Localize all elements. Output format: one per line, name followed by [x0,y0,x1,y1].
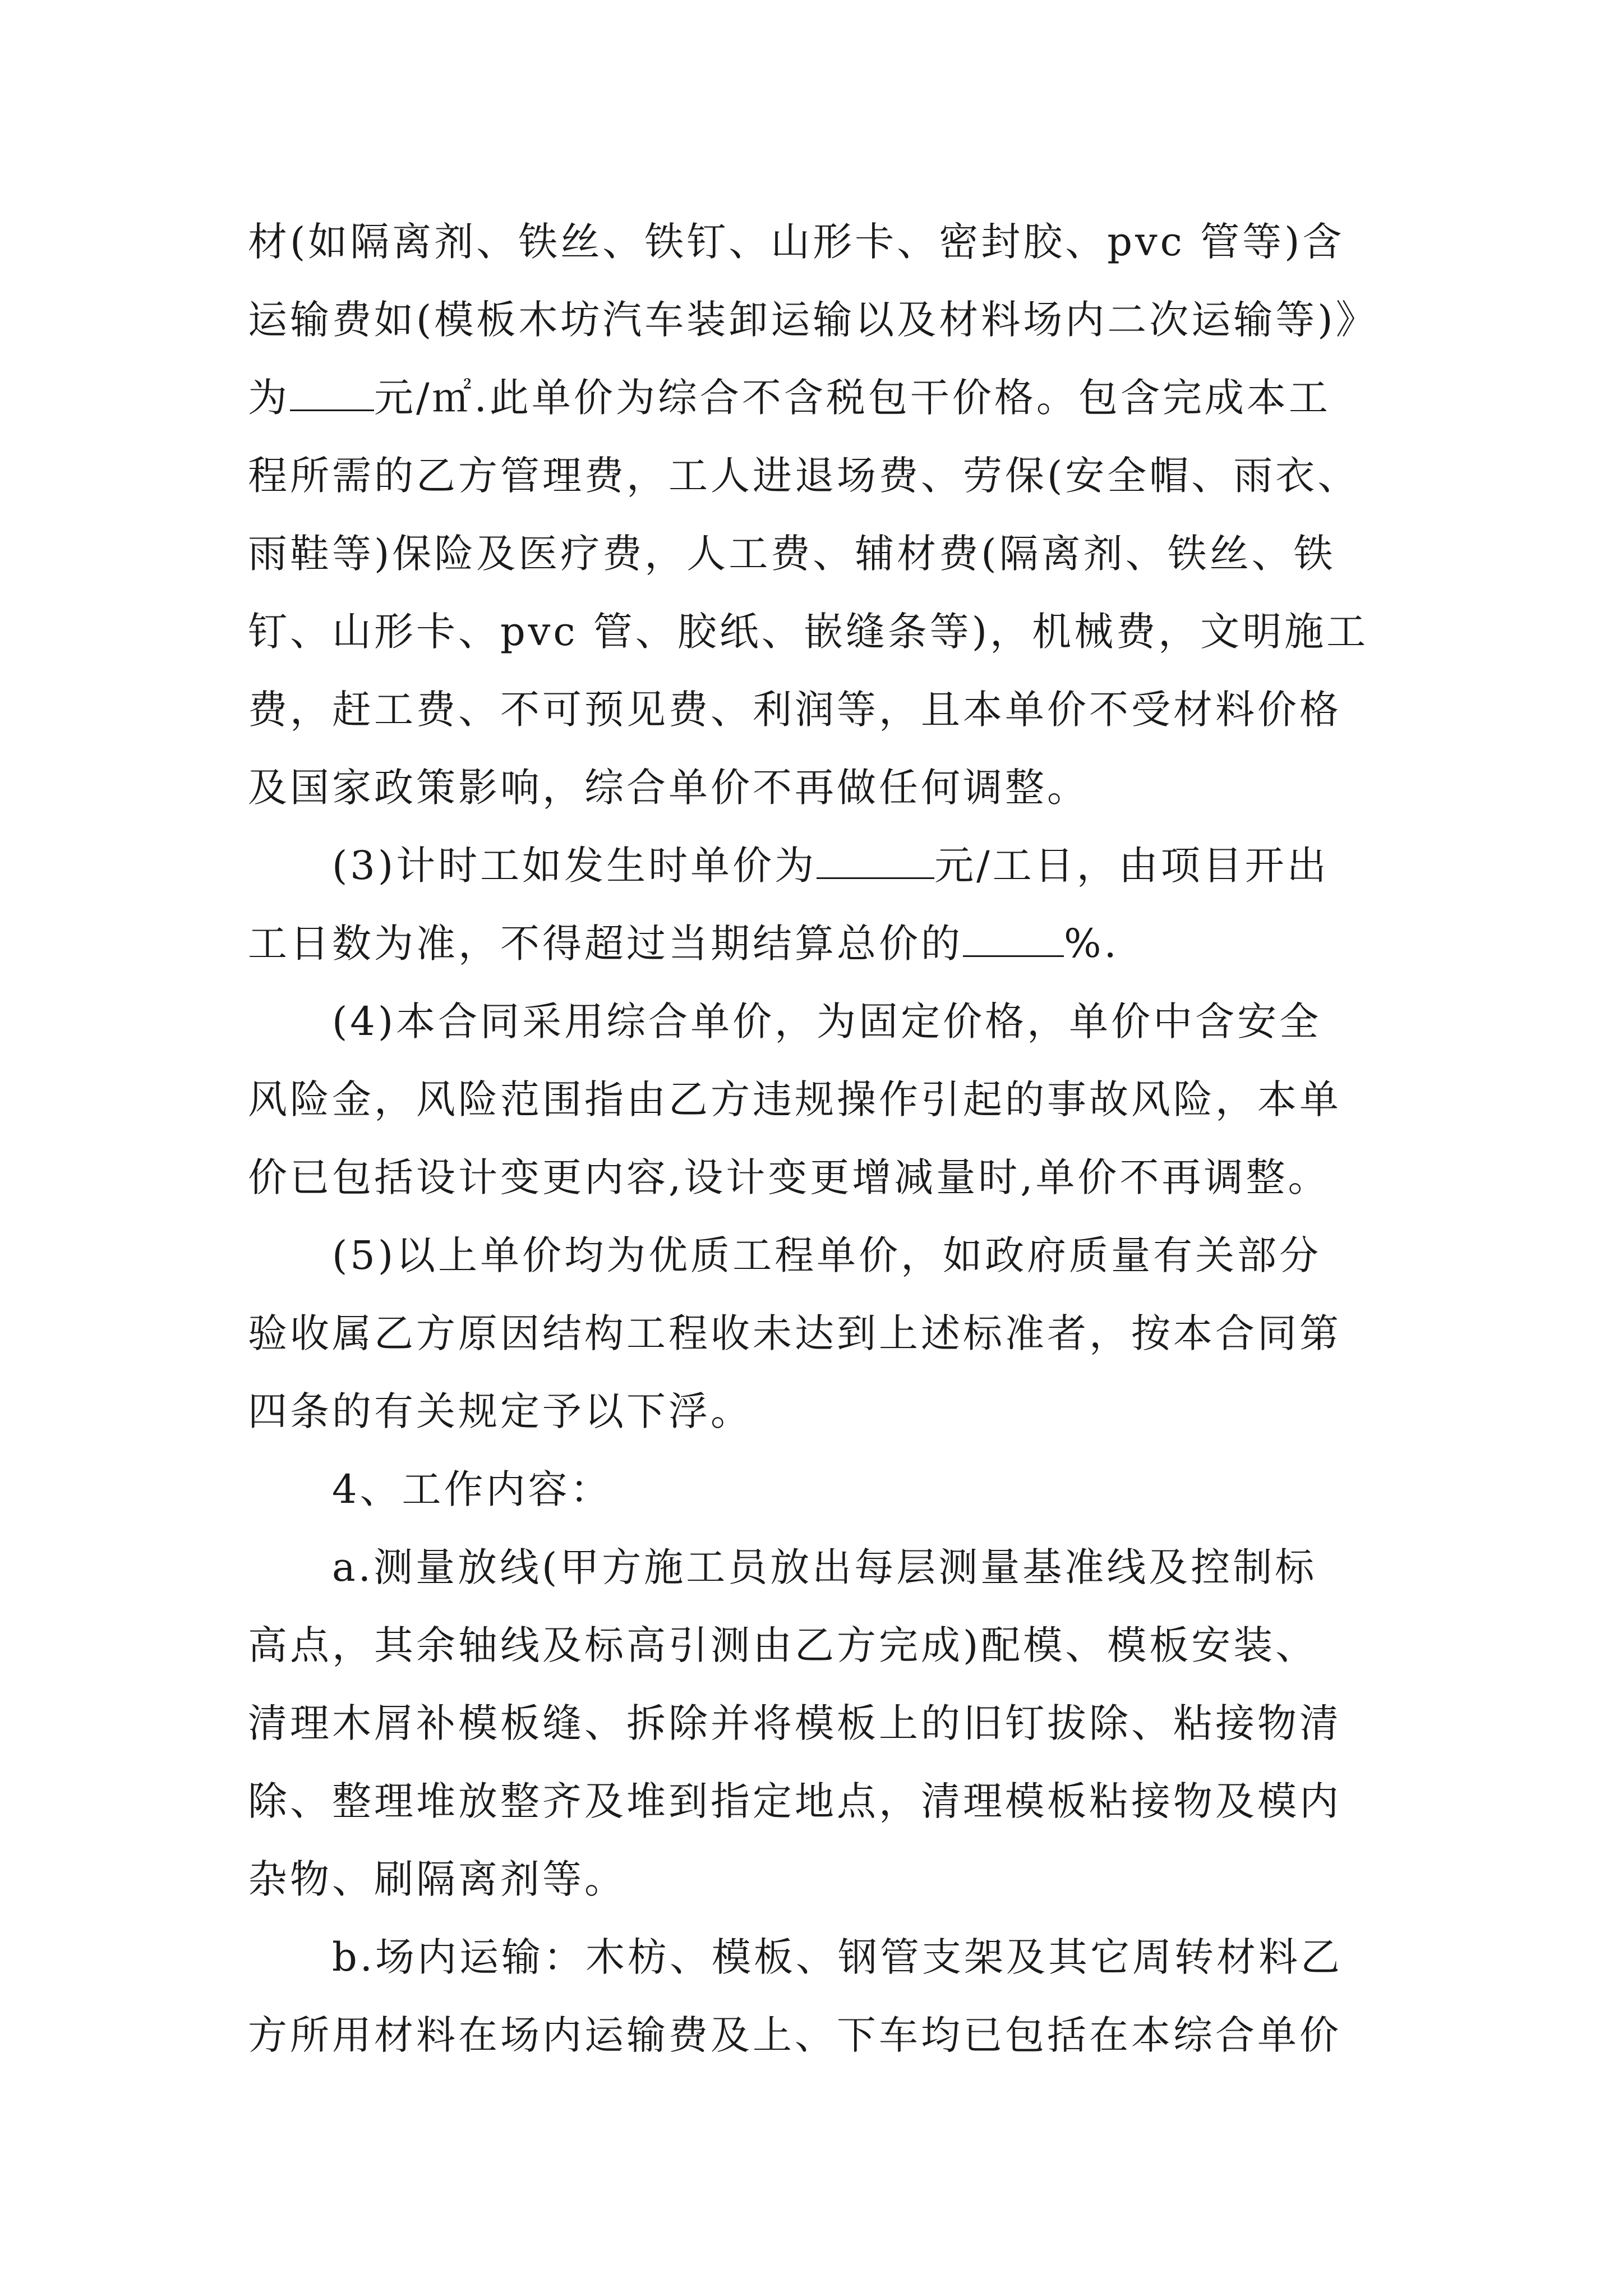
text-line: 方所用材料在场内运输费及上、下车均已包括在本综合单价 [248,2012,1341,2058]
text-line: 材(如隔离剂、铁丝、铁钉、山形卡、密封胶、pvc 管等)含 [248,219,1345,265]
line-text-before-blank: (3)计时工如发生时单价为 [332,843,817,889]
text-line: 雨鞋等)保险及医疗费，人工费、辅材费(隔离剂、铁丝、铁 [248,531,1336,577]
text-line: (5)以上单价均为优质工程单价，如政府质量有关部分 [332,1232,1322,1278]
line-text-after-blank: 元/㎡.此单价为综合不含税包干价格。包含完成本工 [374,375,1331,421]
text-line: 除、整理堆放整齐及堆到指定地点，清理模板粘接物及模内 [248,1778,1341,1824]
text-line: 高点，其余轴线及标高引测由乙方完成)配模、模板安装、 [248,1622,1318,1668]
text-line: 价已包括设计变更内容,设计变更增减量时,单价不再调整。 [248,1154,1330,1200]
fill-in-blank [963,918,1064,957]
line-text-before-blank: 工日数为准，不得超过当期结算总价的 [248,921,963,967]
text-line: 杂物、刷隔离剂等。 [248,1856,626,1902]
text-line: (4)本合同采用综合单价，为固定价格，单价中含安全 [332,999,1322,1045]
text-line: 费，赶工费、不可预见费、利润等，且本单价不受材料价格 [248,687,1341,733]
text-line-with-blank [248,827,1392,905]
line-text-after-blank: 元/工日，由项目开出 [934,843,1329,889]
text-line: 运输费如(模板木坊汽车装卸运输以及材料场内二次运输等)》 [248,297,1378,343]
section-heading: 4、工作内容： [332,1466,612,1512]
text-line: 程所需的乙方管理费，工人进退场费、劳保(安全帽、雨衣、 [248,453,1360,499]
line-text-before-blank: 为 [248,375,290,421]
document-body [248,203,1392,2074]
text-line-with-blank [248,905,1392,983]
fill-in-blank [290,372,374,411]
text-line: 钉、山形卡、pvc 管、胶纸、嵌缝条等)，机械费，文明施工 [248,609,1369,655]
text-line: 及国家政策影响，综合单价不再做任何调整。 [248,765,1089,811]
text-line: a.测量放线(甲方施工员放出每层测量基准线及控制标 [332,1544,1317,1590]
text-line: 清理木屑补模板缝、拆除并将模板上的旧钉拔除、粘接物清 [248,1700,1341,1746]
text-line: 风险金，风险范围指由乙方违规操作引起的事故风险，本单 [248,1076,1341,1122]
line-text-after-blank: %. [1064,921,1119,967]
text-line: 四条的有关规定予以下浮。 [248,1388,753,1434]
text-line: b.场内运输：木枋、模板、钢管支架及其它周转材料乙 [332,1934,1343,1980]
text-line-with-blank [248,359,1392,437]
text-line: 验收属乙方原因结构工程收未达到上述标准者，按本合同第 [248,1310,1341,1356]
fill-in-blank [817,840,934,879]
